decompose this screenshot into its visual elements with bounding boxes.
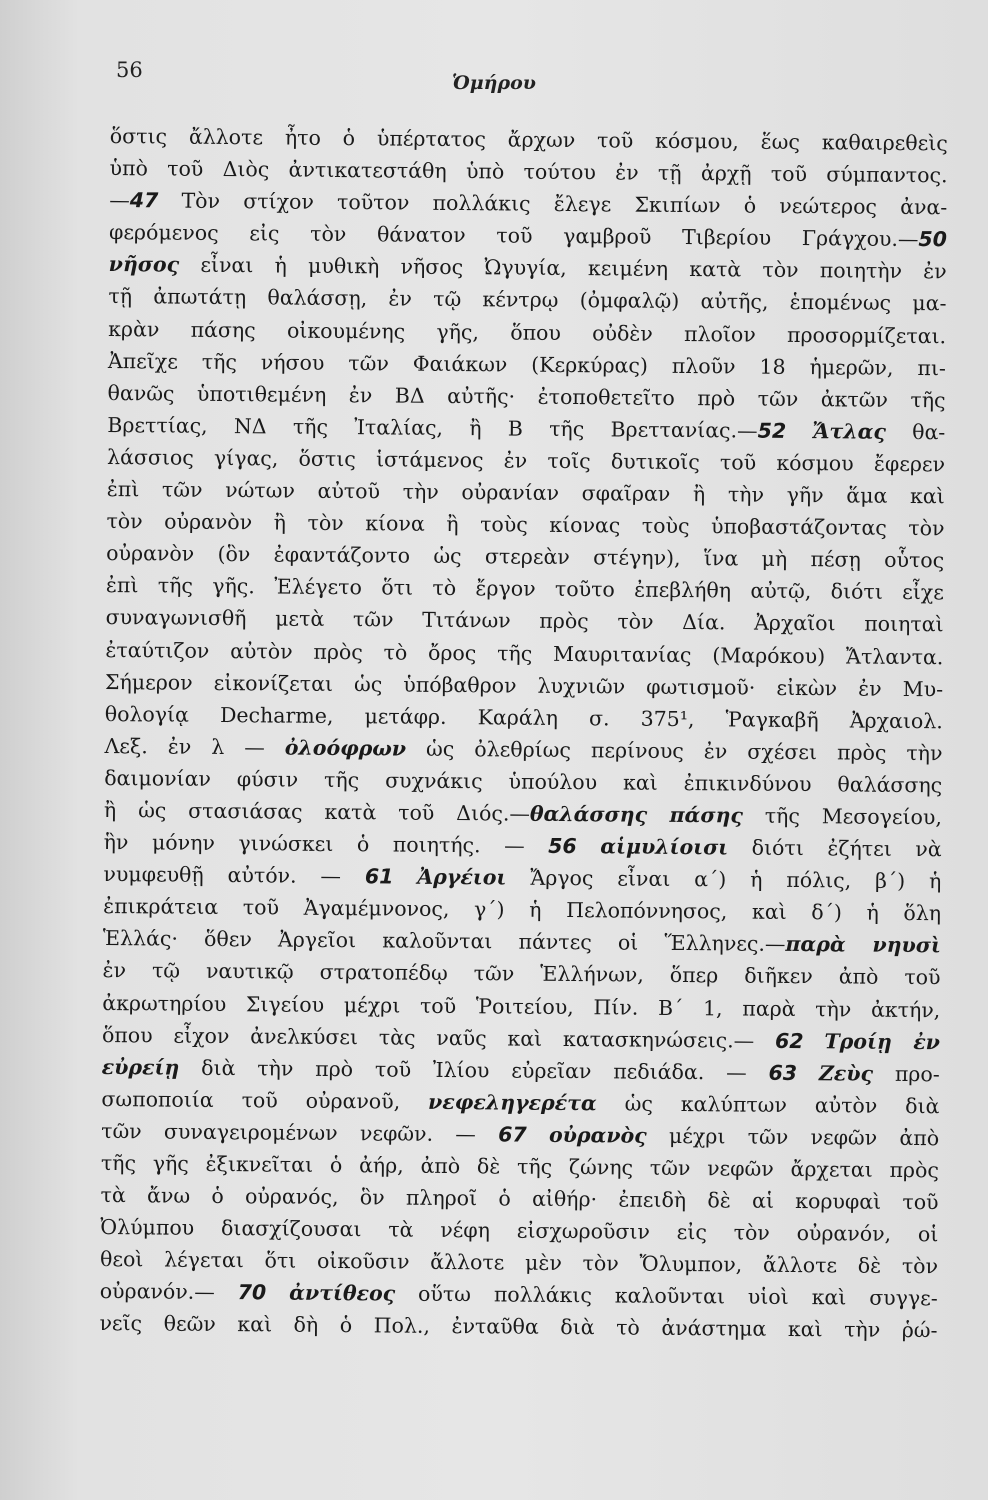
- text-segment: ἐν τῷ ναυτικῷ στρατοπέδῳ τῶν Ἑλλήνων, ὅπερ διῆκεν ἀπὸ τοῦ: [102, 958, 941, 990]
- text-segment: ἀκρωτηρίου Σιγείου μέχρι τοῦ Ῥοιτείου, Πίν. Β΄ 1, παρὰ τὴν ἀκτήν,: [102, 990, 941, 1022]
- text-line: [99, 1307, 937, 1346]
- text-segment: δαιμονίαν φύσιν τῆς συχνάκις ὑπούλου καὶ ἐπικινδύνου θαλάσσης: [104, 765, 943, 798]
- lemma: ἀντίθεος: [289, 1280, 396, 1306]
- text-segment: Λεξ. ἐν λ —: [104, 733, 285, 760]
- text-segment: ὅστις ἄλλοτε ἦτο ὁ ὑπέρτατος ἄρχων τοῦ κόσμου, ἕως καθαιρεθεὶς: [109, 123, 948, 156]
- text-segment: Ἄργος εἶναι α΄) ἡ πόλις, β΄) ἡ: [506, 865, 942, 894]
- text-segment: θολογίᾳ Decharme, μετάφρ. Καράλη σ. 375¹, Ῥαγκαβῆ Ἀρχαιολ.: [104, 701, 943, 733]
- line-number-ref: 67: [498, 1122, 527, 1147]
- text-segment: λάσσιος γίγας, ὅστις ἱστάμενος ἐν τοῖς δυτικοῖς τοῦ κόσμου ἔφερεν: [106, 444, 946, 477]
- text-segment: ὡς καλύπτων αὐτὸν διὰ: [596, 1091, 940, 1119]
- text-segment: τὸν οὐρανὸν ἢ τὸν κίονα ἢ τοὺς κίονας τοὺς ὑποβαστάζοντας τὸν: [106, 509, 945, 541]
- text-segment: διὰ τὴν πρὸ τοῦ Ἰλίου εὐρεῖαν πεδιάδα. —: [179, 1055, 769, 1085]
- lemma: νεφεληγερέτα: [428, 1089, 597, 1116]
- text-segment: —: [109, 188, 130, 213]
- text-segment: [266, 1281, 289, 1305]
- lemma: Ζεὺς: [818, 1060, 874, 1086]
- line-number-ref: 52: [757, 418, 787, 443]
- line-number-ref: 50: [918, 227, 948, 252]
- text-segment: [527, 1123, 550, 1147]
- lemma: νῆσος: [108, 252, 180, 277]
- line-number-ref: 56: [548, 833, 577, 859]
- text-segment: Σήμερον εἰκονίζεται ὡς ὑπόβαθρον λυχνιῶν φωτισμοῦ· εἰκὼν ἐν Μυ-: [104, 669, 944, 701]
- text-segment: ὅπου εἶχον ἀνελκύσει τὰς ναῦς καὶ κατασκηνώσεις.—: [101, 1022, 776, 1053]
- text-segment: μέχρι τῶν νεφῶν ἀπὸ: [646, 1123, 940, 1151]
- text-segment: ἢ ὡς στασιάσας κατὰ τοῦ Διός.—: [103, 797, 531, 826]
- text-segment: θανῶς ὑποτιθεμένη ἐν ΒΔ αὐτῆς· ἐτοποθετεῖτο πρὸ τῶν ἀκτῶν τῆς: [107, 380, 946, 413]
- lemma: Τροίῃ ἐν: [824, 1028, 941, 1054]
- text-segment: οὕτω πολλάκις καλοῦνται υἱοὶ καὶ συγγε-: [395, 1281, 938, 1311]
- text-segment: Βρεττίας, ΝΔ τῆς Ἰταλίας, ἢ Β τῆς Βρεττανίας.—: [107, 412, 758, 443]
- lemma: εὐρείῃ: [101, 1054, 180, 1080]
- text-segment: σωποποιία τοῦ οὐρανοῦ,: [101, 1086, 429, 1114]
- text-segment: φερόμενος εἰς τὸν θάνατον τοῦ γαμβροῦ Τιβερίου Γράγχου.—: [108, 220, 919, 252]
- line-number-ref: 47: [129, 188, 159, 213]
- lemma: παρὰ νηυσὶ: [785, 932, 941, 958]
- text-segment: ὑπὸ τοῦ Διὸς ἀντικατεστάθη ὑπὸ τούτου ἐν τῇ ἀρχῇ τοῦ σύμπαντος.: [109, 156, 948, 188]
- text-segment: ἣν μόνην γινώσκει ὁ ποιητής. —: [103, 830, 549, 858]
- lemma: ὀλοόφρων: [284, 735, 407, 761]
- text-segment: οὐρανόν.—: [99, 1279, 238, 1305]
- text-segment: ἐπὶ τῶν νώτων αὐτοῦ τὴν οὐρανίαν σφαῖραν ἢ τὴν γῆν ἅμα καὶ: [106, 477, 945, 509]
- text-segment: Ἑλλάς· ὅθεν Ἀργεῖοι καλοῦνται πάντες οἱ Ἕλληνες.—: [102, 926, 786, 957]
- page-number: 56: [116, 58, 143, 82]
- text-segment: τῆς γῆς ἐξικνεῖται ὁ ἀήρ, ἀπὸ δὲ τῆς ζώνης τῶν νεφῶν ἄρχεται πρὸς: [100, 1150, 939, 1183]
- lemma: αἱμυλίοισι: [600, 834, 729, 860]
- commentary-text: [99, 120, 948, 1347]
- text-segment: νεῖς θεῶν καὶ δὴ ὁ Πολ., ἐνταῦθα διὰ τὸ ἀνάστημα καὶ τὴν ῥώ-: [99, 1311, 938, 1343]
- text-segment: θεοὶ λέγεται ὅτι οἰκοῦσιν ἄλλοτε μὲν τὸν Ὄλυμπον, ἄλλοτε δὲ τὸν: [99, 1247, 939, 1279]
- line-number-ref: 62: [774, 1028, 804, 1053]
- running-head: Ὁμήρου: [452, 72, 536, 94]
- text-segment: ὡς ὀλεθρίως περίνους ἐν σχέσει πρὸς τὴν: [406, 736, 943, 766]
- lemma: οὐρανὸς: [548, 1122, 647, 1148]
- text-segment: [803, 1029, 824, 1053]
- text-segment: προ-: [872, 1061, 940, 1086]
- text-segment: ἐταύτιζον αὐτὸν πρὸς τὸ ὄρος τῆς Μαυριτανίας (Μαρόκου) Ἄτλαντα.: [105, 637, 944, 669]
- text-segment: ἐπικράτεια τοῦ Ἀγαμέμνονος, γ΄) ἡ Πελοπόννησος, καὶ δ΄) ἡ ὅλη: [103, 894, 942, 926]
- line-number-ref: 70: [237, 1280, 267, 1305]
- line-number-ref: 61: [364, 864, 394, 889]
- text-segment: [393, 865, 417, 889]
- text-segment: τῆς Μεσογείου,: [742, 803, 943, 830]
- text-segment: εἶναι ἡ μυθικὴ νῆσος Ὠγυγία, κειμένη κατὰ τὸν ποιητὴν ἐν: [179, 252, 947, 284]
- text-segment: κρὰν πάσης οἰκουμένης γῆς, ὅπου οὐδὲν πλοῖον προσορμίζεται.: [108, 316, 947, 348]
- line-number-ref: 63: [768, 1060, 798, 1085]
- text-segment: οὐρανὸν (ὃν ἐφαντάζοντο ὡς στερεὰν στέγην), ἵνα μὴ πέσῃ οὗτος: [106, 541, 945, 573]
- text-segment: τὰ ἄνω ὁ οὐρανός, ὃν πληροῖ ὁ αἰθήρ· ἐπειδὴ δὲ αἱ κορυφαὶ τοῦ: [100, 1183, 939, 1215]
- text-segment: τῇ ἀπωτάτῃ θαλάσσῃ, ἐν τῷ κέντρῳ (ὀμφαλῷ) αὐτῆς, ἑπομένως μα-: [108, 284, 947, 316]
- text-segment: Ἀπεῖχε τῆς νήσου τῶν Φαιάκων (Κερκύρας) πλοῦν 18 ἡμερῶν, πι-: [107, 348, 946, 380]
- lemma: Ἄτλας: [812, 418, 887, 444]
- text-segment: Ὀλύμπου διασχίζουσαι τὰ νέφη εἰσχωροῦσιν εἰς τὸν οὐρανόν, οἱ: [100, 1215, 939, 1247]
- text-segment: ἐπὶ τῆς γῆς. Ἐλέγετο ὅτι τὸ ἔργον τοῦτο ἐπεβλήθη αὐτῷ, διότι εἶχε: [105, 573, 945, 605]
- text-segment: [577, 834, 601, 858]
- text-segment: θα-: [885, 419, 946, 445]
- lemma: Ἀργέιοι: [417, 864, 507, 890]
- text-segment: διότι ἐζήτει νὰ: [728, 835, 942, 862]
- text-segment: τῶν συναγειρομένων νεφῶν. —: [101, 1118, 499, 1147]
- text-segment: νυμφευθῇ αὐτόν. —: [103, 862, 365, 889]
- text-segment: [797, 1061, 819, 1085]
- text-segment: Τὸν στίχον τοῦτον πολλάκις ἔλεγε Σκιπίων ὁ νεώτερος ἀνα-: [158, 188, 948, 220]
- text-segment: [786, 419, 812, 443]
- lemma: θαλάσσης πάσης: [529, 801, 743, 828]
- text-segment: συναγωνισθῆ μετὰ τῶν Τιτάνων πρὸς τὸν Δία. Ἀρχαῖοι ποιηταὶ: [105, 605, 944, 637]
